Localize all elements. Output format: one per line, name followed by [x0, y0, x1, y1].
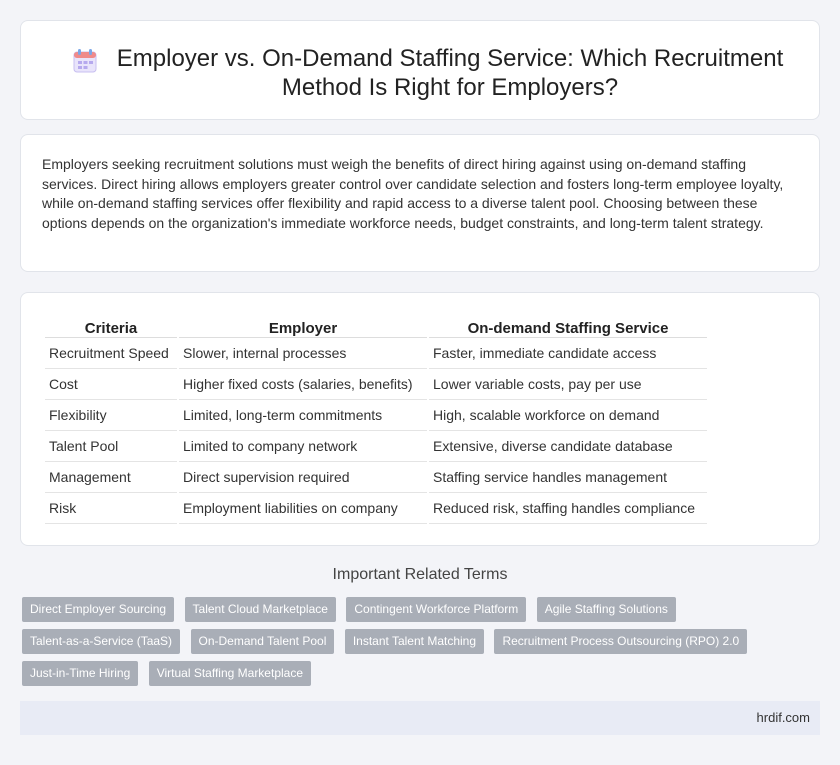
table-row — [45, 431, 707, 462]
table-header-row — [45, 313, 707, 338]
header-employer: Employer — [179, 313, 427, 338]
table-row — [45, 338, 707, 369]
on-demand-cell: Faster, immediate candidate access — [429, 338, 707, 369]
calendar-icon — [71, 47, 99, 75]
table-row — [45, 462, 707, 493]
employer-cell: Slower, internal processes — [179, 338, 427, 369]
employer-cell: Direct supervision required — [179, 462, 427, 493]
table-row — [45, 493, 707, 524]
criteria-cell: Risk — [45, 493, 177, 524]
page-title: Employer vs. On-Demand Staffing Service: Which Recruitment Method Is Right for Employers? — [116, 45, 784, 101]
related-term-tag[interactable]: Talent-as-a-Service (TaaS) — [22, 629, 180, 654]
related-term-tag[interactable]: Instant Talent Matching — [345, 629, 484, 654]
criteria-cell: Flexibility — [45, 400, 177, 431]
employer-cell: Limited, long-term commitments — [179, 400, 427, 431]
related-term-tag[interactable]: Talent Cloud Marketplace — [185, 597, 336, 622]
related-term-tag[interactable]: Just-in-Time Hiring — [22, 661, 138, 686]
footer-site-link[interactable]: hrdif.com — [756, 710, 810, 725]
employer-cell: Employment liabilities on company — [179, 493, 427, 524]
intro-paragraph: Employers seeking recruitment solutions must weigh the benefits of direct hiring against using on-demand staffing services. Direct hiring allows employers greater control over candidate selection and fosters long-term employee loyalty, while on-demand staffing services offer flexibility and rapid access to a diverse talent pool. Choosing between these options depends on the organization's immediate workforce needs, budget constraints, and long-term talent strategy. — [42, 156, 784, 231]
comparison-table-card — [20, 292, 820, 546]
criteria-cell: Management — [45, 462, 177, 493]
comparison-table — [43, 313, 709, 524]
related-term-tag[interactable]: Recruitment Process Outsourcing (RPO) 2.0 — [494, 629, 747, 654]
criteria-cell: Talent Pool — [45, 431, 177, 462]
on-demand-cell: Extensive, diverse candidate database — [429, 431, 707, 462]
criteria-cell: Recruitment Speed — [45, 338, 177, 369]
header-criteria: Criteria — [45, 313, 177, 338]
criteria-cell: Cost — [45, 369, 177, 400]
employer-cell: Limited to company network — [179, 431, 427, 462]
related-terms-list — [22, 597, 812, 693]
on-demand-cell: High, scalable workforce on demand — [429, 400, 707, 431]
table-row — [45, 400, 707, 431]
intro-card — [20, 134, 820, 272]
related-terms-title: Important Related Terms — [332, 566, 508, 583]
related-term-tag[interactable]: Contingent Workforce Platform — [346, 597, 526, 622]
related-term-tag[interactable]: On-Demand Talent Pool — [191, 629, 335, 654]
related-term-tag[interactable]: Agile Staffing Solutions — [537, 597, 676, 622]
related-term-tag[interactable]: Direct Employer Sourcing — [22, 597, 174, 622]
on-demand-cell: Reduced risk, staffing handles compliance — [429, 493, 707, 524]
footer — [20, 701, 820, 735]
employer-cell: Higher fixed costs (salaries, benefits) — [179, 369, 427, 400]
header-on-demand: On-demand Staffing Service — [429, 313, 707, 338]
table-row — [45, 369, 707, 400]
on-demand-cell: Staffing service handles management — [429, 462, 707, 493]
related-term-tag[interactable]: Virtual Staffing Marketplace — [149, 661, 311, 686]
title-card — [20, 20, 820, 120]
on-demand-cell: Lower variable costs, pay per use — [429, 369, 707, 400]
